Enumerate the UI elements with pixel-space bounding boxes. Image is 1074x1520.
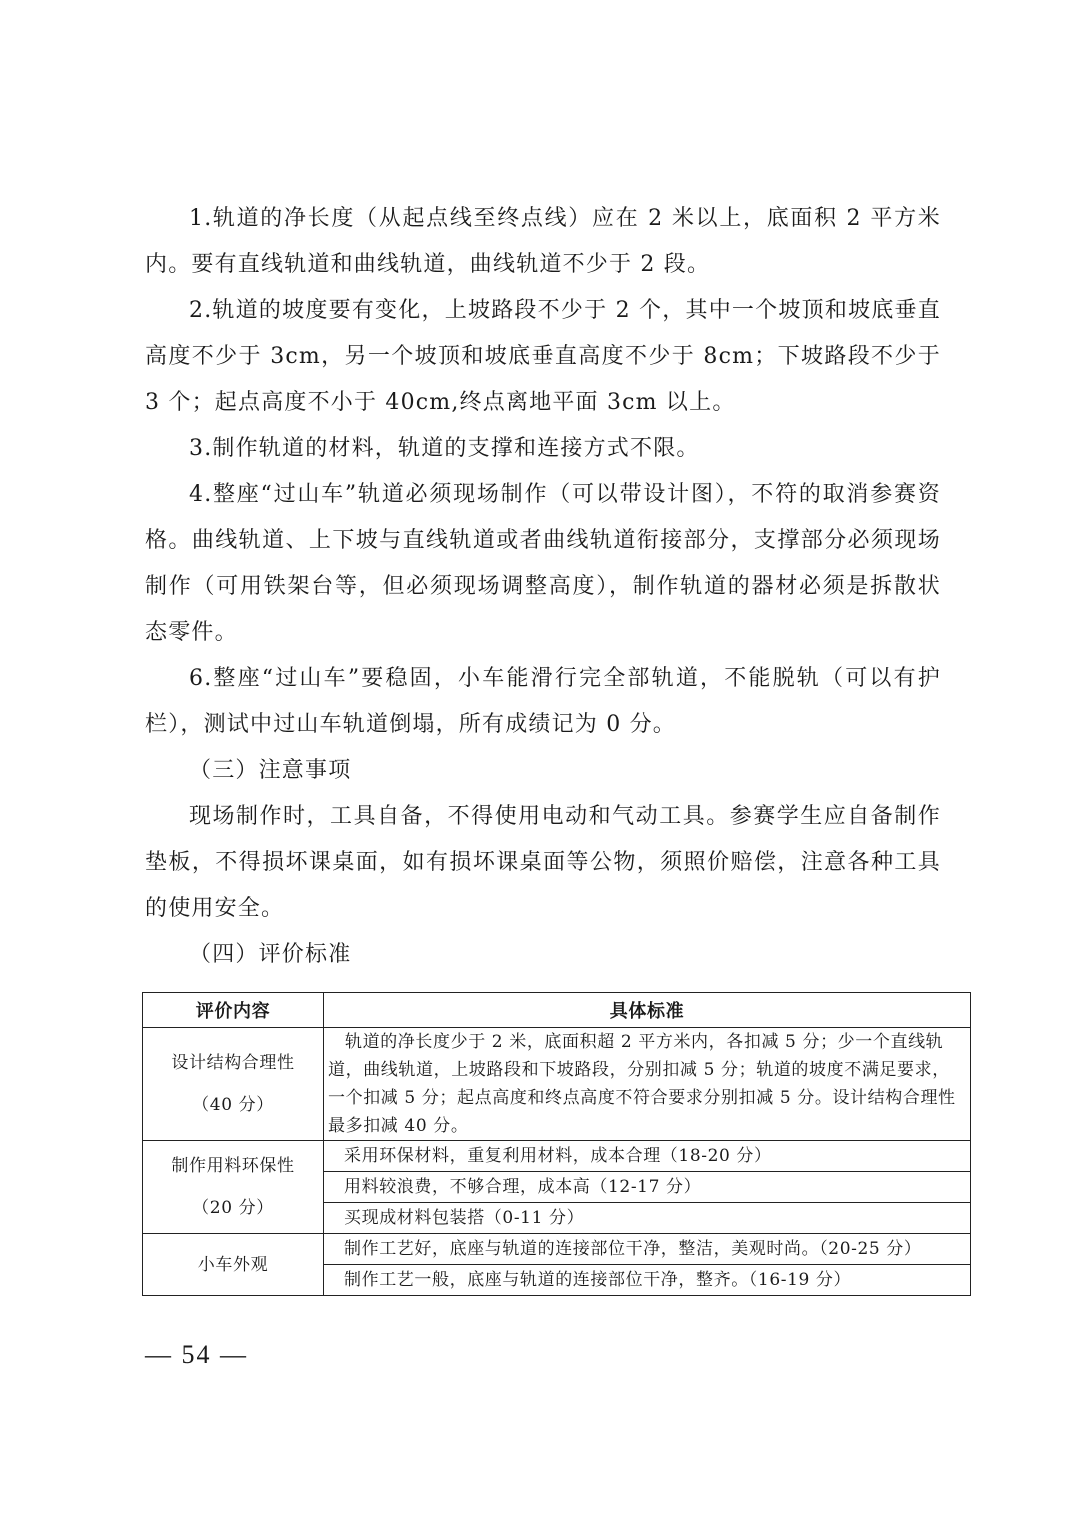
table-row (143, 1234, 971, 1265)
criteria-cell: 制作工艺好，底座与轨道的连接部位干净，整洁，美观时尚。（20-25 分） (324, 1234, 971, 1265)
paragraph-track-length: 1.轨道的净长度（从起点线至终点线）应在 2 米以上，底面积 2 平方米内。要有直线轨道和曲线轨道，曲线轨道不少于 2 段。 (145, 206, 941, 277)
category-cell (143, 1141, 324, 1234)
category-points: （40 分） (192, 1095, 274, 1115)
table-header-row (143, 993, 971, 1028)
category-label: 制作用料环保性 (171, 1156, 295, 1176)
paragraph-notes: 现场制作时，工具自备，不得使用电动和气动工具。参赛学生应自备制作垫板，不得损坏课桌面，如有损坏课桌面等公物，须照价赔偿，注意各种工具的使用安全。 (145, 804, 941, 921)
header-specific-criteria: 具体标准 (324, 993, 971, 1028)
evaluation-table (142, 992, 971, 1296)
page-number: — 54 — (145, 1340, 248, 1369)
document-body (145, 196, 941, 978)
category-cell (143, 1234, 324, 1296)
paragraph-track-material: 3.制作轨道的材料，轨道的支撑和连接方式不限。 (189, 436, 700, 461)
criteria-cell: 买现成材料包装搭（0-11 分） (324, 1203, 971, 1234)
category-label: 设计结构合理性 (171, 1053, 295, 1073)
criteria-cell: 用料较浪费，不够合理，成本高（12-17 分） (324, 1172, 971, 1203)
category-points: （20 分） (192, 1198, 274, 1218)
header-evaluation-content: 评价内容 (143, 993, 324, 1028)
paragraph-stability: 6.整座“过山车”要稳固，小车能滑行完全部轨道，不能脱轨（可以有护栏），测试中过山车轨道倒塌，所有成绩记为 0 分。 (145, 666, 941, 737)
section-heading-criteria: （四）评价标准 (189, 942, 352, 967)
criteria-cell: 轨道的净长度少于 2 米，底面积超 2 平方米内，各扣减 5 分；少一个直线轨道，曲线轨道，上坡路段和下坡路段，分别扣减 5 分；轨道的坡度不满足要求，一个扣减 5 分；起点高度和终点高度不符合要求分别扣减 5 分。设计结构合理性最多扣减 40 分。 (324, 1028, 971, 1141)
paragraph-onsite-build: 4.整座“过山车”轨道必须现场制作（可以带设计图），不符的取消参赛资格。曲线轨道、上下坡与直线轨道或者曲线轨道衔接部分，支撑部分必须现场制作（可用铁架台等，但必须现场调整高度），制作轨道的器材必须是拆散状态零件。 (145, 482, 941, 645)
category-cell (143, 1028, 324, 1141)
paragraph-track-slope: 2.轨道的坡度要有变化，上坡路段不少于 2 个，其中一个坡顶和坡底垂直高度不少于 3cm，另一个坡顶和坡底垂直高度不少于 8cm；下坡路段不少于 3 个；起点高度不小于 40cm,终点离地平面 3cm 以上。 (145, 298, 941, 415)
table-row (143, 1141, 971, 1172)
criteria-cell: 制作工艺一般，底座与轨道的连接部位干净，整齐。（16-19 分） (324, 1265, 971, 1296)
table-row (143, 1028, 971, 1141)
category-label: 小车外观 (197, 1254, 269, 1275)
section-heading-notes: （三）注意事项 (189, 758, 352, 783)
criteria-cell: 采用环保材料，重复利用材料，成本合理（18-20 分） (324, 1141, 971, 1172)
